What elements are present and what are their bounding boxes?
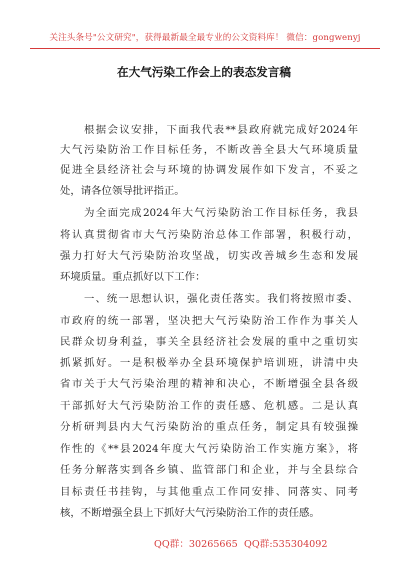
body-line: 作性的《**县2024年度大气污染防治工作实施方案》，将 bbox=[60, 443, 358, 455]
body-line: 一、统一思想认识，强化责任落实。我们将按照市委、 bbox=[84, 293, 358, 305]
body-line: 促进全县经济社会与环境的协调发展作如下发言，不妥之 bbox=[60, 164, 358, 176]
body-line: 分析研判县内大气污染防治的重点任务，制定具有较强操 bbox=[60, 421, 358, 433]
body-line: 市政府的统一部署，坚决把大气污染防治工作作为事关人 bbox=[60, 315, 358, 327]
footer-qq-group-2: QQ群:535304092 bbox=[244, 539, 328, 550]
body-line: 大气污染防治工作目标任务，不断改善全县大气环境质量 bbox=[60, 144, 358, 156]
body-line: 民群众切身利益，事关全县经济社会发展的重中之重切实 bbox=[60, 336, 358, 348]
body-line: 环境质量。重点抓好以下工作： bbox=[60, 271, 206, 283]
body-line: 将认真贯彻省市大气污染防治总体工作部署，积极行动， bbox=[60, 229, 358, 241]
footer-qq-group-1: QQ群：30265665 bbox=[154, 539, 238, 550]
body-line: 抓紧抓好。一是积极举办全县环境保护培训班，讲清中央 bbox=[60, 357, 358, 369]
body-line: 干部抓好大气污染防治工作的责任感、危机感。二是认真 bbox=[60, 400, 358, 412]
body-line: 核，不断增强全县上下抓好大气污染防治工作的责任感。 bbox=[60, 507, 320, 519]
body-line: 根据会议安排，下面我代表**县政府就完成好2024年 bbox=[84, 124, 358, 136]
body-line: 目标责任书挂钩，与其他重点工作同安排、同落实、同考 bbox=[60, 486, 358, 498]
header-banner: 关注头条号"公文研究"，获得最新最全最专业的公文资料库！ 微信：gongwenyj bbox=[49, 33, 361, 43]
body-line: 处，请各位领导批评指正。 bbox=[60, 185, 185, 197]
body-line: 任务分解落实到各乡镇、监管部门和企业，并与全县综合 bbox=[60, 464, 358, 476]
header-divider bbox=[30, 48, 380, 49]
body-line: 省市关于大气污染治理的精神和决心，不断增强全县各级 bbox=[60, 378, 358, 390]
footer bbox=[0, 536, 408, 550]
document-title: 在大气污染工作会上的表态发言稿 bbox=[117, 65, 291, 79]
body-line: 强力打好大气污染防治攻坚战，切实改善城乡生态和发展 bbox=[60, 250, 358, 262]
body-line: 为全面完成2024年大气污染防治工作目标任务，我县 bbox=[84, 207, 358, 219]
